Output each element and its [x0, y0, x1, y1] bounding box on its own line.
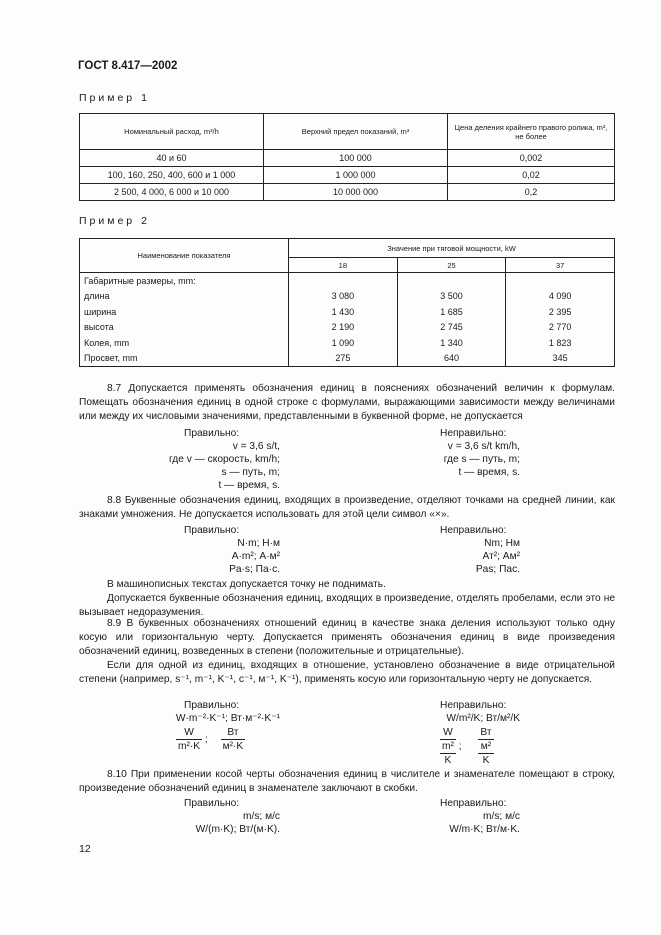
table-row — [80, 320, 615, 336]
label-correct: Правильно: — [184, 700, 240, 711]
fraction — [176, 726, 202, 753]
table-header-cell: Значение при тяговой мощности, kW — [289, 239, 615, 258]
denominator: m²·K — [178, 741, 201, 752]
unit-example: Nm; Нм — [484, 538, 520, 549]
table-cell: 1 090 — [289, 335, 398, 351]
denominator: K — [444, 755, 452, 766]
table-header-cell: 18 — [289, 258, 398, 273]
table-row — [80, 351, 615, 367]
paragraph-8-8-spaces: Допускается буквенные обозначения единиц, входящих в произведение, отделять пробелами, если это не вызывает недоразумения. — [79, 593, 615, 619]
example-2-title: Пример 2 — [79, 215, 150, 227]
table-cell: Габаритные размеры, mm: — [80, 273, 289, 289]
numerator: Вт — [480, 727, 492, 738]
table-row — [80, 167, 615, 184]
numerator: W — [440, 726, 456, 740]
formula-line: где v — скорость, km/h; — [169, 454, 280, 465]
document-header: ГОСТ 8.417—2002 — [78, 60, 178, 72]
table-cell: высота — [80, 320, 289, 336]
table-header-cell: Цена деления крайнего правого ролика, m³, не более — [448, 114, 615, 150]
numerator: W — [176, 726, 202, 740]
table-cell: Колея, mm — [80, 335, 289, 351]
denominator: K — [482, 755, 490, 766]
table-row — [80, 273, 615, 289]
unit-example: W/m²/K; Вт/м²/K — [446, 713, 520, 724]
unit-example: Pa·s; Па·с. — [229, 564, 280, 575]
example-1-table — [79, 113, 615, 201]
table-row — [80, 150, 615, 167]
table-header-cell: Наименование показателя — [80, 239, 289, 273]
formula-line: v = 3,6 s/t, — [232, 441, 280, 452]
table-cell: 1 340 — [397, 335, 506, 351]
formula-line: t — время, s. — [218, 480, 280, 491]
denominator: м² — [478, 740, 493, 754]
formula-line: t — время, s. — [458, 467, 520, 478]
formula-line: v = 3,6 s/t km/h, — [447, 441, 520, 452]
unit-example: W/m·K; Вт/м·K. — [449, 824, 520, 835]
unit-example: N·m; Н·м — [237, 538, 280, 549]
paragraph-8-8: 8.8 Буквенные обозначения единиц, входящих в произведение, отделяют точками на средней линии, как знаками умножения. Не допускается использовать для этой цели символ «×». — [79, 495, 615, 521]
unit-example: W/(m·K); Вт/(м·K). — [195, 824, 280, 835]
label-incorrect: Неправильно: — [440, 798, 507, 809]
label-correct: Правильно: — [184, 428, 240, 439]
label-incorrect: Неправильно: — [440, 525, 507, 536]
table-row — [80, 335, 615, 351]
table-header-row — [80, 114, 615, 150]
table-cell: длина — [80, 289, 289, 305]
fraction — [221, 726, 246, 753]
table-cell: 100, 160, 250, 400, 600 и 1 000 — [80, 167, 264, 184]
label-correct: Правильно: — [184, 525, 240, 536]
table-cell: 10 000 000 — [264, 184, 448, 201]
table-cell: 3 500 — [397, 289, 506, 305]
table-cell: 1 685 — [397, 304, 506, 320]
table-cell: 3 080 — [289, 289, 398, 305]
paragraph-8-7: 8.7 Допускается применять обозначения единиц в пояснениях обозначений величин к формулам. Помещать обозначения единиц в одной строке с формулами, выражающими зависимости между величинами или между их числовыми значениями, представленными в буквенной форме, не допускается — [79, 383, 615, 423]
denominator: m² — [442, 741, 454, 752]
table-header-cell: 37 — [506, 258, 615, 273]
formula-line: где s — путь, m; — [443, 454, 520, 465]
formula-line: s — путь, m; — [221, 467, 280, 478]
example-1-title: Пример 1 — [79, 92, 150, 104]
table-cell: ширина — [80, 304, 289, 320]
table-header-cell: Верхний предел показаний, m³ — [264, 114, 448, 150]
table-header-cell: Номинальный расход, m³/h — [80, 114, 264, 150]
table-cell: 2 500, 4 000, 6 000 и 10 000 — [80, 184, 264, 201]
label-incorrect: Неправильно: — [440, 428, 507, 439]
table-cell: 275 — [289, 351, 398, 367]
table-row — [80, 184, 615, 201]
table-cell: 4 090 — [506, 289, 615, 305]
table-cell: 0,02 — [448, 167, 615, 184]
table-cell: 2 395 — [506, 304, 615, 320]
table-cell: 1 430 — [289, 304, 398, 320]
table-cell: 100 000 — [264, 150, 448, 167]
table-cell: 2 770 — [506, 320, 615, 336]
page-number: 12 — [79, 843, 91, 855]
table-cell: 640 — [397, 351, 506, 367]
paragraph-8-9: 8.9 В буквенных обозначениях отношений единиц в качестве знака деления используют только одну косую или горизонтальную черту. Допускается применять обозначения единиц в виде произведения обозначений единиц, возведенных в степени (положительные и отрицательные). — [79, 618, 615, 658]
table-cell: 2 745 — [397, 320, 506, 336]
table-cell: 2 190 — [289, 320, 398, 336]
fraction-example-left: $\frac{W}{\text{m²·K}}$ ; $\frac{Вт}{\text{м²·K}}$ — [178, 727, 244, 752]
table-cell: 1 823 — [506, 335, 615, 351]
paragraph-8-10: 8.10 При применении косой черты обозначения единиц в числителе и знаменателе помещают в строку, произведение обозначений единиц в знаменателе заключают в скобки. — [79, 769, 615, 795]
table-cell: 1 000 000 — [264, 167, 448, 184]
fraction — [478, 726, 493, 767]
table-cell: 0,002 — [448, 150, 615, 167]
label-correct: Правильно: — [184, 798, 240, 809]
fraction-example-right: W m² K ; Вт м² K — [442, 727, 492, 766]
table-header-row — [80, 239, 615, 258]
paragraph-8-8-note: В машинописных текстах допускается точку не поднимать. — [107, 579, 386, 590]
denominator: м²·K — [222, 741, 244, 752]
table-header-cell: 25 — [397, 258, 506, 273]
unit-example: Pas; Пас. — [475, 564, 520, 575]
unit-example: A·m²; А·м² — [231, 551, 280, 562]
table-cell: 40 и 60 — [80, 150, 264, 167]
example-2-table — [79, 238, 615, 367]
unit-example: m/s; м/с — [483, 811, 520, 822]
table-cell: Просвет, mm — [80, 351, 289, 367]
unit-example: Ат²; Ам² — [482, 551, 520, 562]
numerator: Вт — [221, 726, 246, 740]
unit-example: m/s; м/с — [243, 811, 280, 822]
label-incorrect: Неправильно: — [440, 700, 507, 711]
paragraph-8-9-negative: Если для одной из единиц, входящих в отношение, установлено обозначение в виде отрицательной степени (например, s⁻¹, m⁻¹, K⁻¹, c⁻¹, м⁻¹, K⁻¹), применять косую или горизонтальную черту не допускается. — [79, 660, 615, 686]
table-cell: 345 — [506, 351, 615, 367]
table-row — [80, 304, 615, 320]
unit-example: W·m⁻²·K⁻¹; Вт·м⁻²·K⁻¹ — [175, 713, 280, 724]
table-cell: 0,2 — [448, 184, 615, 201]
fraction — [440, 726, 456, 767]
table-row — [80, 289, 615, 305]
